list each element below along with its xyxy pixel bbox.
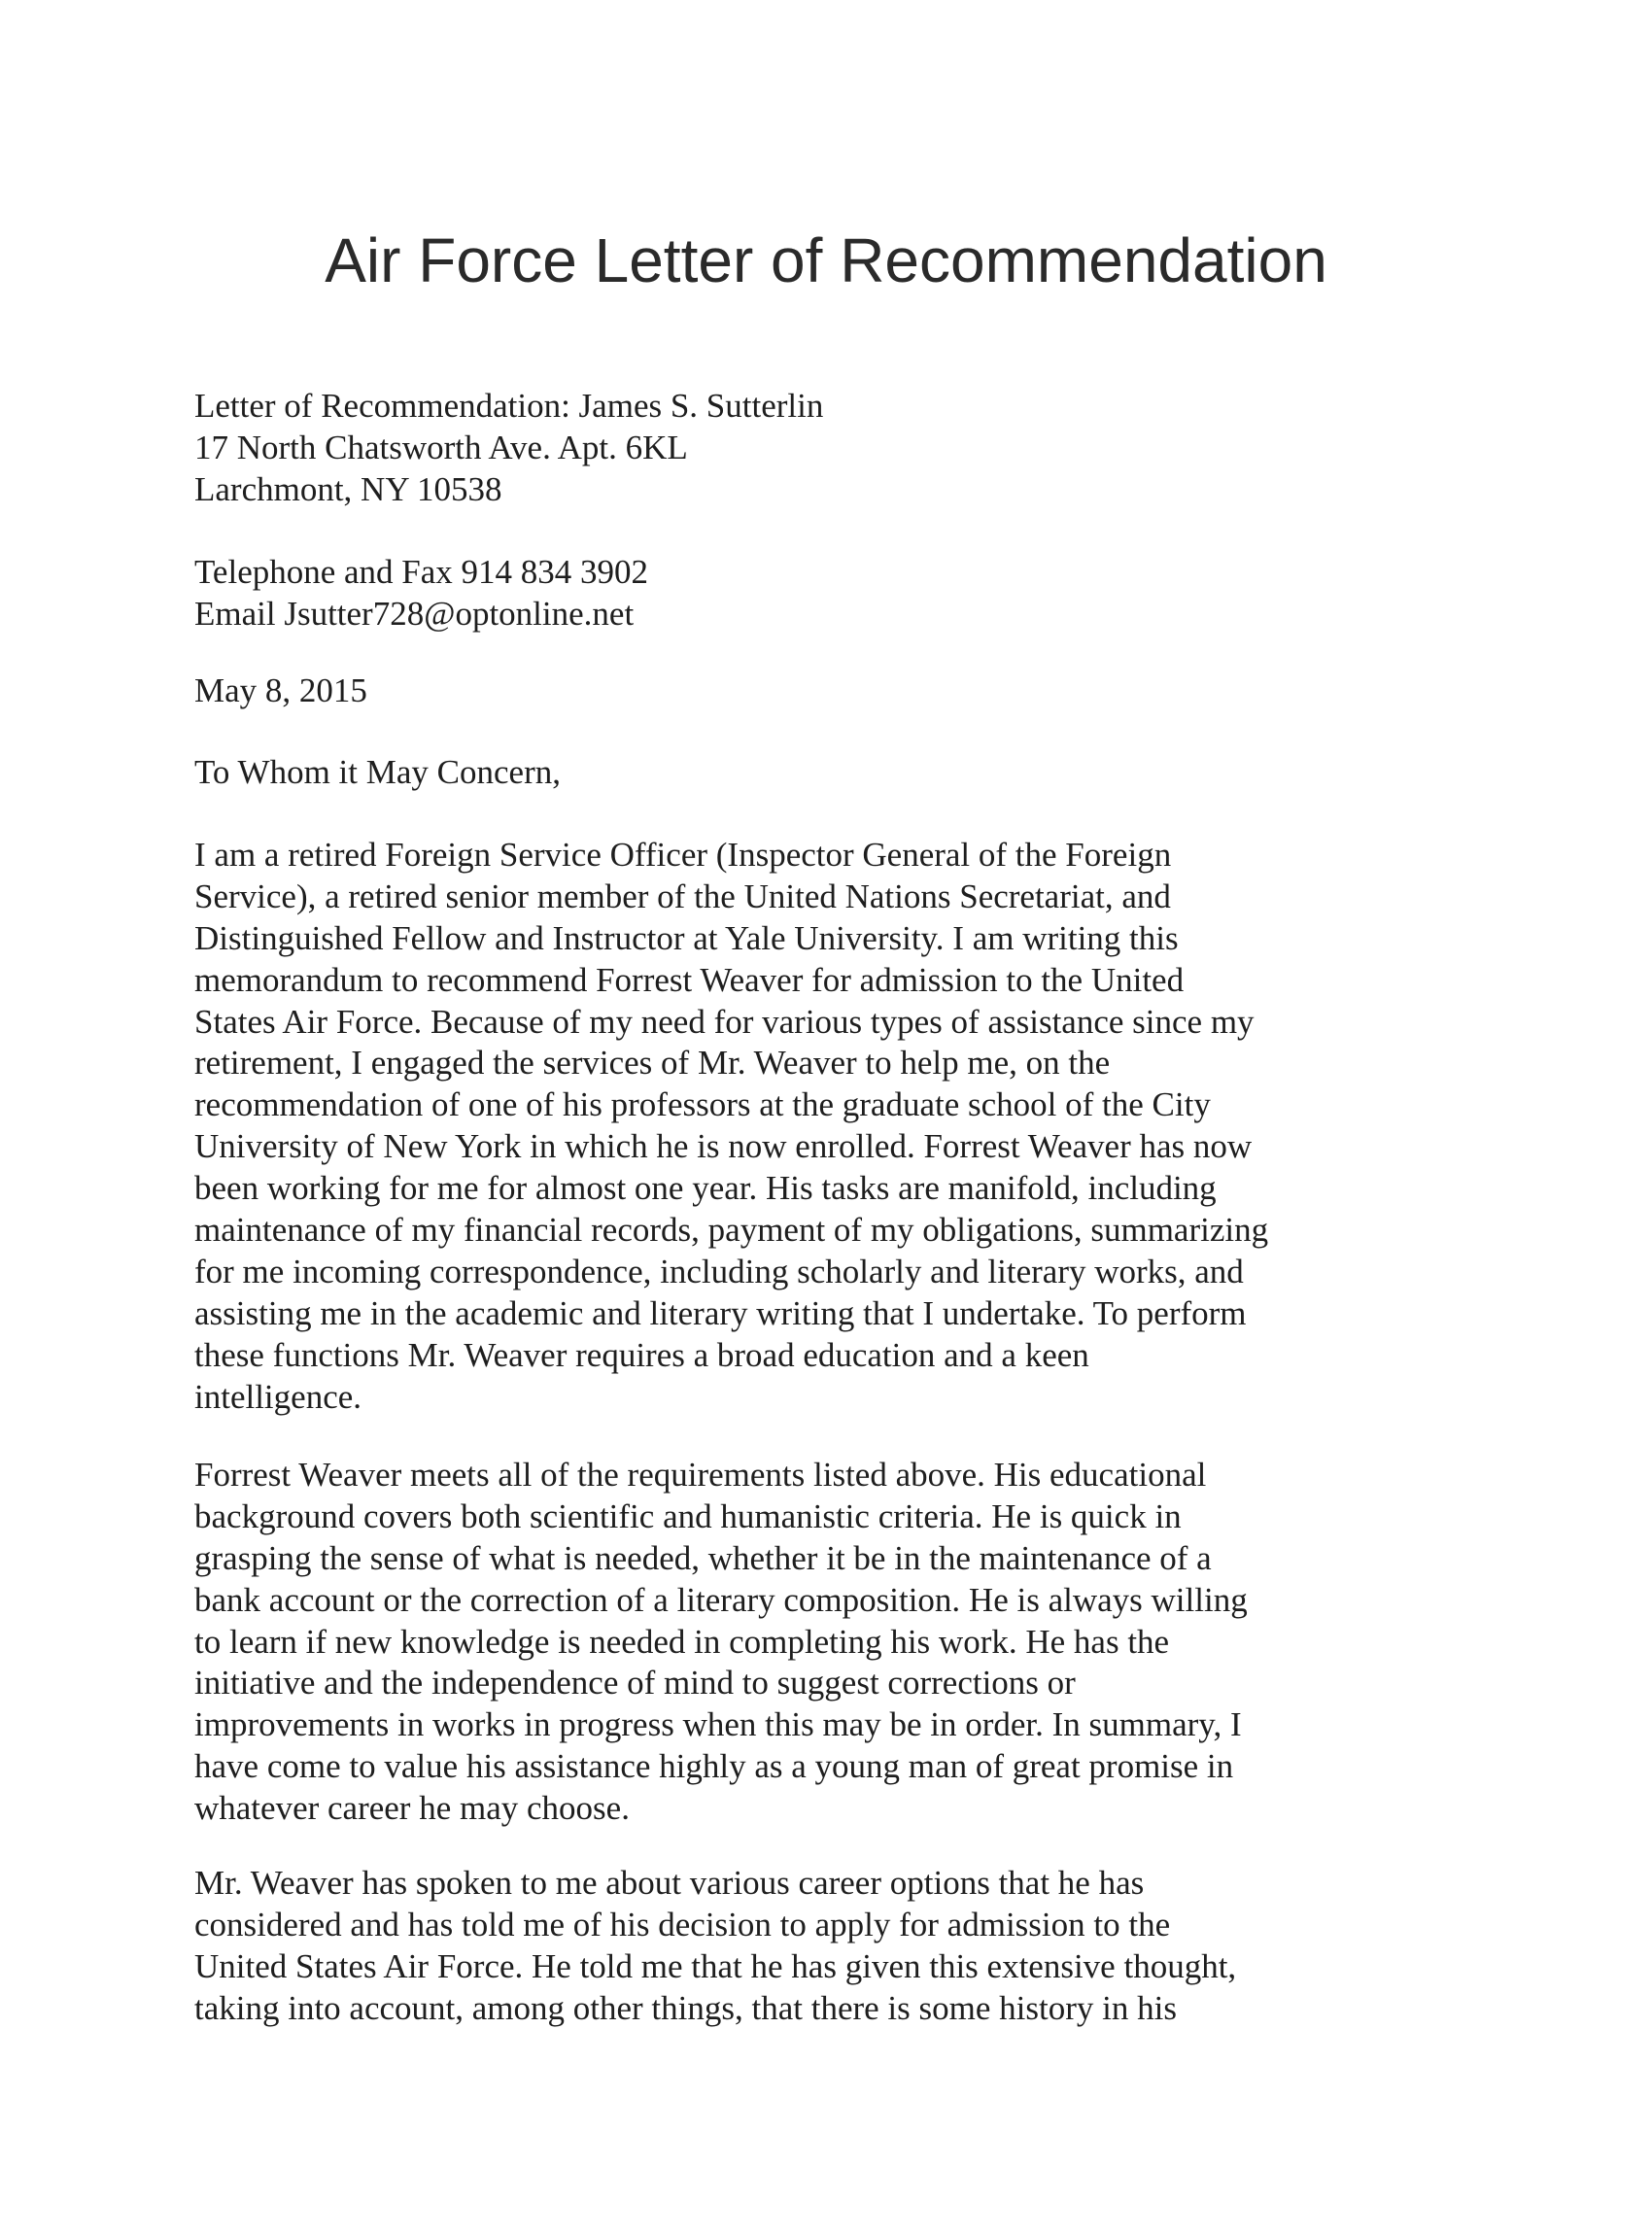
paragraph-line: I am a retired Foreign Service Officer (Inspector General of the Foreign	[194, 836, 1172, 874]
paragraph-line: grasping the sense of what is needed, whether it be in the maintenance of a	[194, 1538, 1212, 1577]
contact-block	[194, 552, 1477, 636]
email-line: Email Jsutter728@optonline.net	[194, 594, 635, 633]
paragraph-2	[194, 1455, 1477, 1830]
paragraph-line: bank account or the correction of a literary composition. He is always willing	[194, 1580, 1248, 1619]
paragraph-line: retirement, I engaged the services of Mr. Weaver to help me, on the	[194, 1044, 1111, 1083]
paragraph-line: been working for me for almost one year. His tasks are manifold, including	[194, 1169, 1217, 1208]
paragraph-line: Service), a retired senior member of the United Nations Secretariat, and	[194, 877, 1171, 915]
paragraph-line: assisting me in the academic and literary writing that I undertake. To perform	[194, 1293, 1247, 1332]
paragraph-line: Forrest Weaver meets all of the requirements listed above. His educational	[194, 1456, 1207, 1494]
paragraph-line: Distinguished Fellow and Instructor at Yale University. I am writing this	[194, 918, 1179, 957]
salutation-line: To Whom it May Concern,	[194, 753, 561, 791]
paragraph-line: United States Air Force. He told me that he has given this extensive thought,	[194, 1946, 1237, 1985]
paragraph-line: to learn if new knowledge is needed in completing his work. He has the	[194, 1622, 1170, 1661]
sender-city-line: Larchmont, NY 10538	[194, 469, 502, 508]
paragraph-line: States Air Force. Because of my need for various types of assistance since my	[194, 1002, 1255, 1041]
paragraph-line: considered and has told me of his decision to apply for admission to the	[194, 1905, 1171, 1943]
paragraph-line: University of New York in which he is now enrolled. Forrest Weaver has now	[194, 1127, 1253, 1166]
paragraph-3	[194, 1863, 1477, 2030]
sender-block	[194, 386, 1477, 511]
salutation	[194, 752, 1477, 794]
sender-street-line: 17 North Chatsworth Ave. Apt. 6KL	[194, 428, 688, 466]
document-title: Air Force Letter of Recommendation	[325, 225, 1327, 295]
paragraph-line: have come to value his assistance highly as a young man of great promise in	[194, 1747, 1234, 1786]
paragraph-line: memorandum to recommend Forrest Weaver for admission to the United	[194, 960, 1185, 999]
paragraph-line: background covers both scientific and humanistic criteria. He is quick in	[194, 1496, 1182, 1535]
paragraph-line: intelligence.	[194, 1377, 362, 1416]
paragraph-line: improvements in works in progress when this may be in order. In summary, I	[194, 1705, 1242, 1744]
paragraph-line: whatever career he may choose.	[194, 1789, 630, 1828]
paragraph-line: recommendation of one of his professors at the graduate school of the City	[194, 1085, 1211, 1124]
sender-name-line: Letter of Recommendation: James S. Sutterlin	[194, 387, 824, 425]
phone-fax-line: Telephone and Fax 914 834 3902	[194, 553, 649, 591]
paragraph-1	[194, 835, 1477, 1418]
date-line: May 8, 2015	[194, 671, 367, 709]
paragraph-line: taking into account, among other things, that there is some history in his	[194, 1988, 1177, 2027]
paragraph-line: maintenance of my financial records, payment of my obligations, summarizing	[194, 1211, 1269, 1250]
paragraph-line: Mr. Weaver has spoken to me about various career options that he has	[194, 1864, 1145, 1902]
paragraph-line: these functions Mr. Weaver requires a broad education and a keen	[194, 1335, 1089, 1374]
paragraph-line: initiative and the independence of mind to suggest corrections or	[194, 1664, 1076, 1702]
letter-date	[194, 670, 1477, 712]
paragraph-line: for me incoming correspondence, including scholarly and literary works, and	[194, 1252, 1244, 1290]
